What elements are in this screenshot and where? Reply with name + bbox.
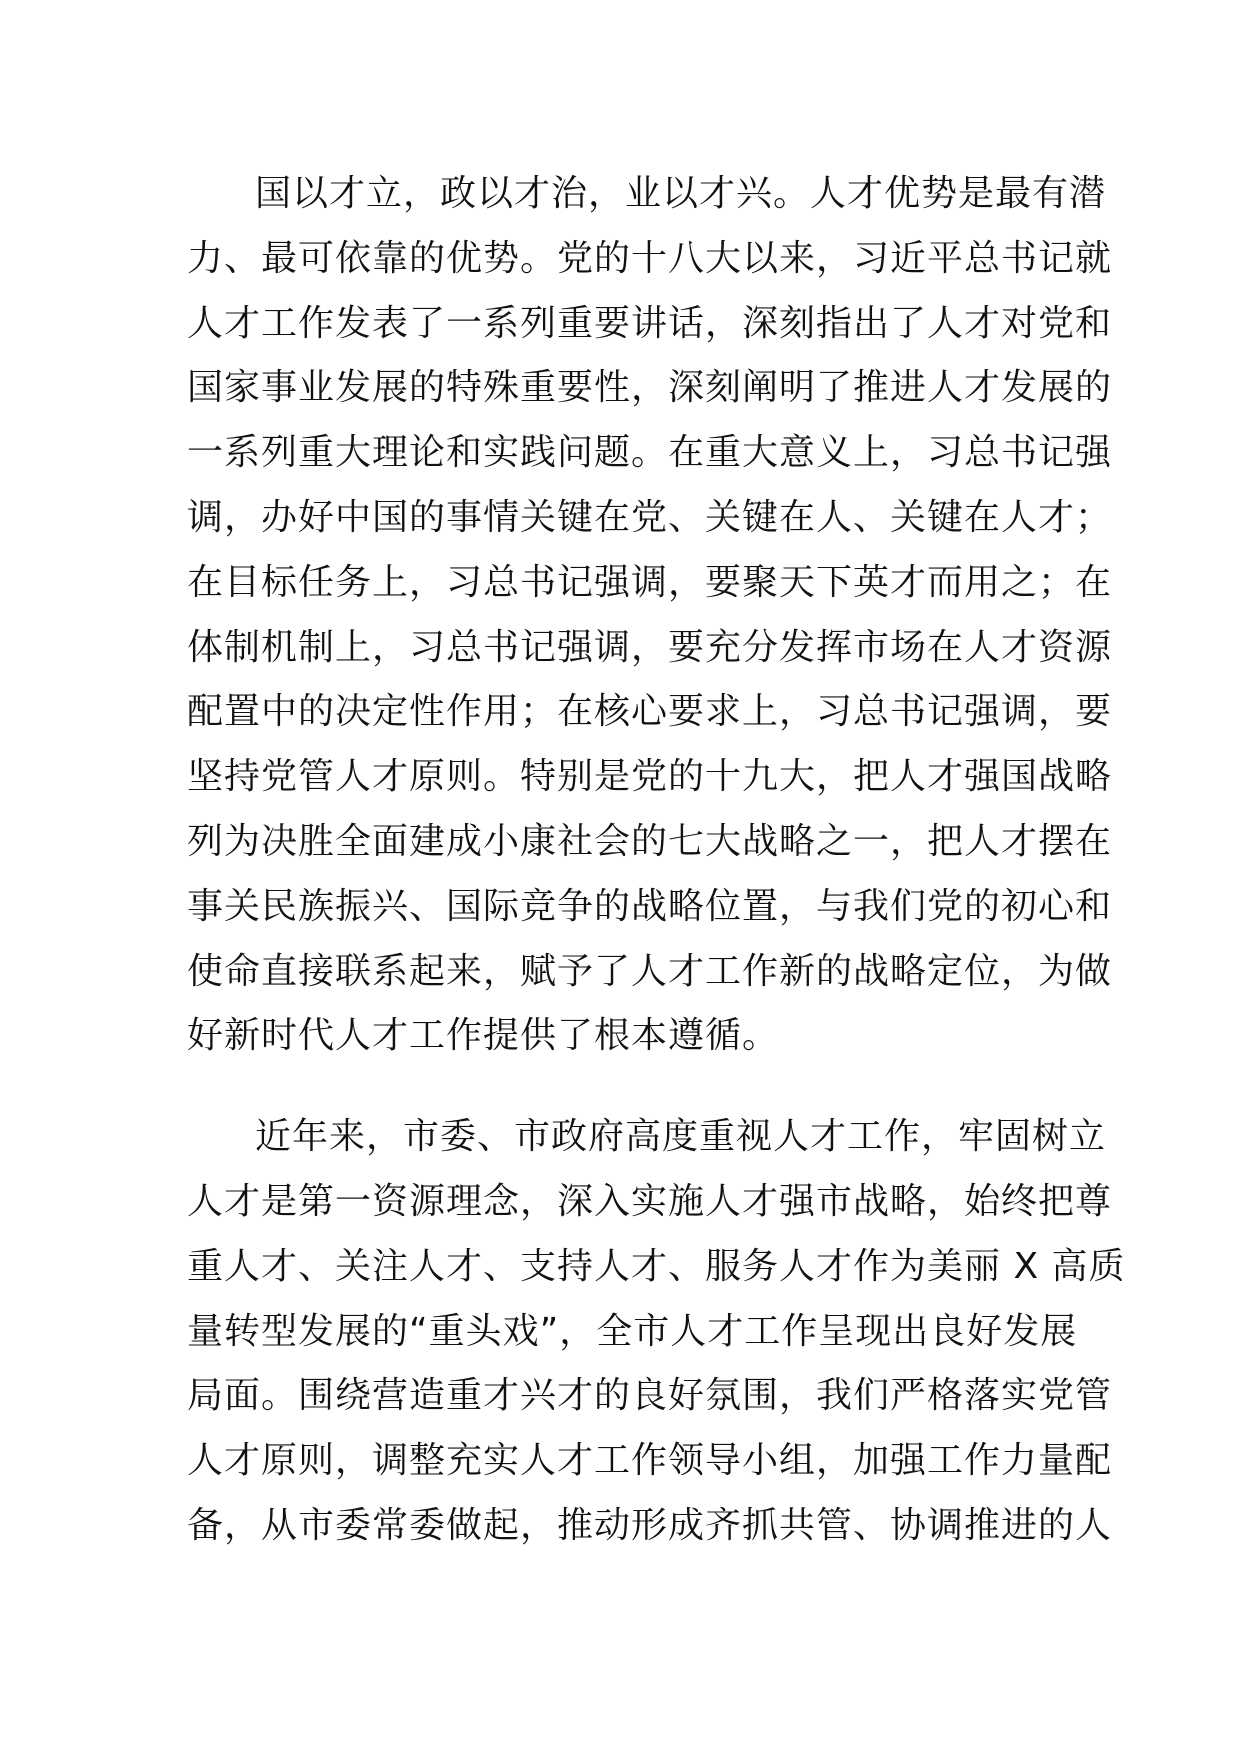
text-line: 近年来，市委、市政府高度重视人才工作，牢固树立	[255, 1116, 1107, 1158]
text-line: 人才工作发表了一系列重要讲话，深刻指出了人才对党和	[187, 302, 1113, 344]
text-line: 力、最可依靠的优势。党的十八大以来，习近平总书记就	[187, 237, 1113, 279]
text-line: 人才原则，调整充实人才工作领导小组，加强工作力量配	[187, 1440, 1113, 1482]
text-line: 国以才立，政以才治，业以才兴。人才优势是最有潜	[255, 173, 1107, 214]
text-line: 列为决胜全面建成小康社会的七大战略之一，把人才摆在	[187, 820, 1113, 862]
text-line: 重人才、关注人才、支持人才、服务人才作为美丽 X 高质	[187, 1245, 1126, 1287]
paragraph-2	[187, 1105, 1126, 1559]
text-line: 备，从市委常委做起，推动形成齐抓共管、协调推进的人	[187, 1504, 1113, 1546]
text-line: 使命直接联系起来，赋予了人才工作新的战略定位，为做	[187, 950, 1113, 992]
paragraph-1	[187, 162, 1113, 1069]
text-line: 局面。围绕营造重才兴才的良好氛围，我们严格落实党管	[187, 1375, 1113, 1417]
text-line: 量转型发展的“重头戏”，全市人才工作呈现出良好发展	[187, 1310, 1078, 1352]
text-line: 国家事业发展的特殊重要性，深刻阐明了推进人才发展的	[187, 367, 1113, 409]
text-line: 好新时代人才工作提供了根本遵循。	[187, 1015, 780, 1057]
text-line: 在目标任务上，习总书记强调，要聚天下英才而用之；在	[187, 561, 1113, 603]
document-body	[187, 162, 1126, 1559]
text-line: 体制机制上，习总书记强调，要充分发挥市场在人才资源	[187, 626, 1113, 668]
paragraph-spacer	[187, 1069, 1057, 1105]
text-line: 事关民族振兴、国际竞争的战略位置，与我们党的初心和	[187, 885, 1113, 927]
text-line: 调，办好中国的事情关键在党、关键在人、关键在人才；	[187, 496, 1113, 538]
text-line: 一系列重大理论和实践问题。在重大意义上，习总书记强	[187, 432, 1113, 474]
text-line: 坚持党管人才原则。特别是党的十九大，把人才强国战略	[187, 756, 1113, 798]
text-line: 配置中的决定性作用；在核心要求上，习总书记强调，要	[187, 691, 1113, 733]
text-line: 人才是第一资源理念，深入实施人才强市战略，始终把尊	[187, 1180, 1113, 1222]
